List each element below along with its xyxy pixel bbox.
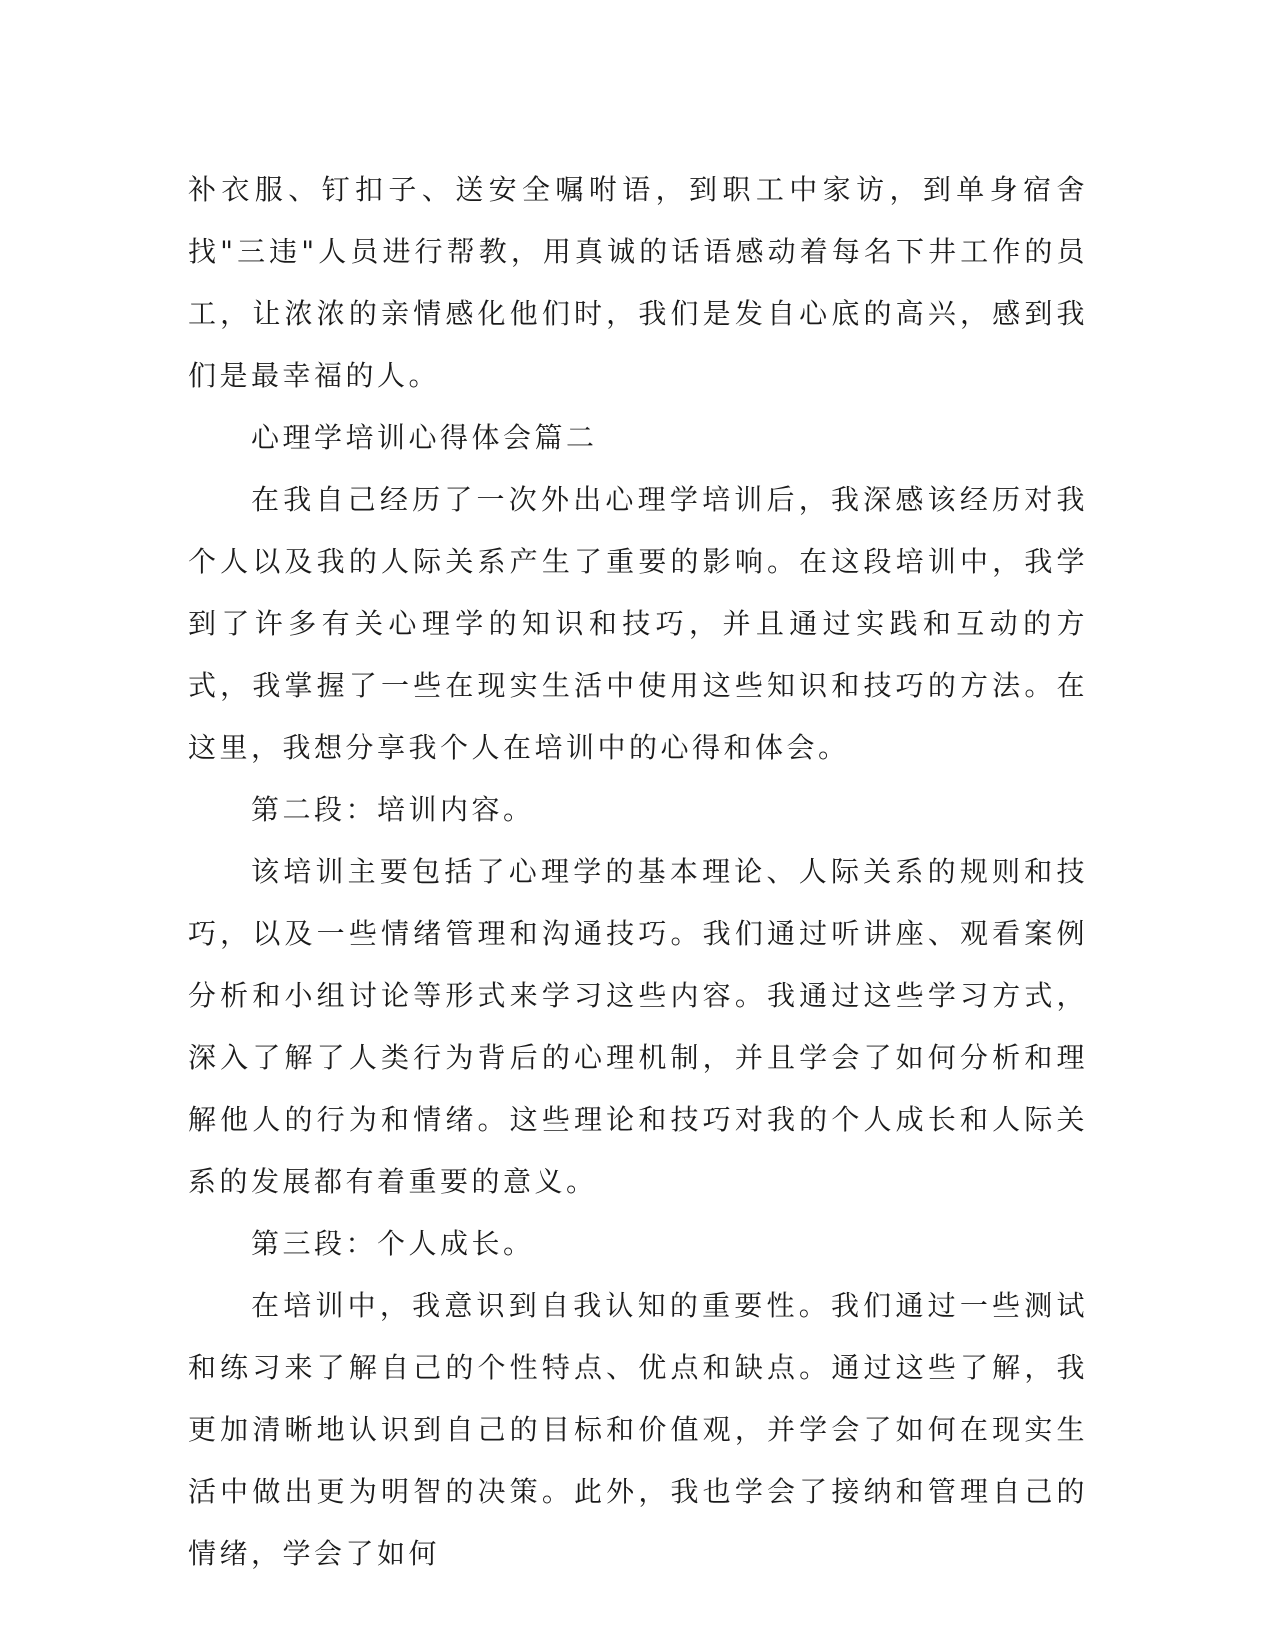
document-body xyxy=(188,159,1088,1585)
section-heading: 心理学培训心得体会篇二 xyxy=(251,421,598,454)
paragraph-personal-growth: 在培训中，我意识到自我认知的重要性。我们通过一些测试和练习来了解自己的个性特点、优点和缺点。通过这些了解，我更加清晰地认识到自己的目标和价值观，并学会了如何在现实生活中做出更为明智的决策。此外，我也学会了接纳和管理自己的情绪，学会了如何 xyxy=(188,1289,1088,1570)
paragraph-training-content: 该培训主要包括了心理学的基本理论、人际关系的规则和技巧，以及一些情绪管理和沟通技巧。我们通过听讲座、观看案例分析和小组讨论等形式来学习这些内容。我通过这些学习方式，深入了解了人类行为背后的心理机制，并且学会了如何分析和理解他人的行为和情绪。这些理论和技巧对我的个人成长和人际关系的发展都有着重要的意义。 xyxy=(188,855,1088,1198)
section-heading: 第三段：个人成长。 xyxy=(251,1227,535,1260)
paragraph-intro: 在我自己经历了一次外出心理学培训后，我深感该经历对我个人以及我的人际关系产生了重要的影响。在这段培训中，我学到了许多有关心理学的知识和技巧，并且通过实践和互动的方式，我掌握了一些在现实生活中使用这些知识和技巧的方法。在这里，我想分享我个人在培训中的心得和体会。 xyxy=(188,483,1088,764)
paragraph-continuation: 补衣服、钉扣子、送安全嘱咐语，到职工中家访，到单身宿舍找"三违"人员进行帮教，用真诚的话语感动着每名下井工作的员工，让浓浓的亲情感化他们时，我们是发自心底的高兴，感到我们是最幸福的人。 xyxy=(188,173,1088,392)
section-heading: 第二段：培训内容。 xyxy=(251,793,535,826)
